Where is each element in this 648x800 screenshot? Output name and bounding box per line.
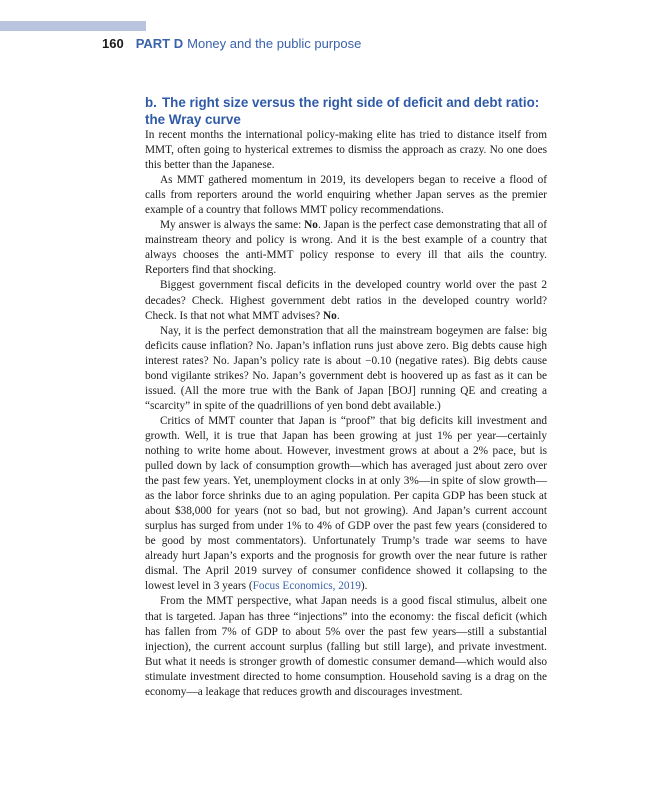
section-title: The right size versus the right side of deficit and debt ratio: the Wray curve	[145, 95, 540, 127]
paragraph	[145, 278, 547, 323]
paragraph	[145, 414, 547, 595]
part-label: PART D	[135, 36, 184, 51]
paragraph	[145, 218, 547, 278]
text-run: In recent months the international policy-making elite has tried to distance itself from MMT, often going to hysterical extremes to dismiss the approach as crazy. No one does this better than the Japanese.	[145, 129, 547, 172]
section-heading	[145, 94, 560, 128]
text-run: My answer is always the same:	[160, 219, 305, 232]
citation-link[interactable]: Focus Economics, 2019	[252, 580, 361, 593]
text-run: . Japan is the perfect case demonstrating that all of mainstream theory and policy is wrong. And it is the best example of a country that always chooses the anti-MMT policy response to every ill that ails the country. Reporters find that shocking.	[145, 219, 547, 277]
part-title: Money and the public purpose	[187, 36, 362, 51]
paragraph	[145, 173, 547, 218]
paragraph	[145, 128, 547, 173]
emphasis: No	[304, 219, 318, 232]
text-run: .	[336, 309, 340, 322]
text-run: Nay, it is the perfect demonstration that all the mainstream bogeymen are false: big deficits cause inflation? No. Japan’s inflation runs just above zero. Big debts cause high interest rates? No. Japan’s policy rate is about −0.10 (negative rates). Big debts cause bond vigilante strikes? No. Japan’s government debt is hoovered up as fast as it can be issued. (All the more true with the Bank of Japan [BOJ] running QE and creating a “scarcity” in spite of the quadrillions of yen bond debt available.)	[145, 324, 547, 412]
body-text	[145, 128, 547, 700]
page-number: 160	[102, 36, 124, 51]
section-letter: b.	[145, 95, 157, 110]
text-run: Critics of MMT counter that Japan is “proof” that big deficits kill investment and growth. Well, it is true that Japan has been growing at just 1% per year—certainly nothing to write home about. However, investment grows at about a 2% pace, but is pulled down by lack of consumption growth—which has averaged just about zero over the past few years. Yet, unemployment clocks in at only 3%—in spite of slow growth—as the labor force shrinks due to an aging population. Per capita GDP has been stuck at about $38,000 for years (not so bad, but not growing). And Japan’s current account surplus has surged from under 1% to 4% of GDP over the past few years (considered to be good by most commentators). Unfortunately Trump’s trade war seems to have already hurt Japan’s exports and the prognosis for growth over the near future is rather dismal. The April 2019 survey of consumer confidence showed it collapsing to the lowest level in 3 years (	[145, 414, 547, 593]
paragraph	[145, 324, 547, 414]
header-accent-bar	[0, 21, 146, 31]
running-head	[102, 35, 361, 52]
text-run: ).	[360, 580, 368, 593]
paragraph	[145, 594, 547, 699]
emphasis: No	[323, 309, 337, 322]
text-run: Biggest government fiscal deficits in the developed country world over the past 2 decades? Check. Highest government debt ratios in the developed country world? Check. Is that not what MMT advises?	[145, 279, 547, 322]
text-run: From the MMT perspective, what Japan needs is a good fiscal stimulus, albeit one that is targeted. Japan has three “injections” into the economy: the fiscal deficit (which has fallen from 7% of GDP to about 5% over the past few years—still a substantial injection), the current account surplus (falling but still large), and private investment. But what it needs is stronger growth of domestic consumer demand—which would also stimulate investment directed to home consumption. Household saving is a drag on the economy—a leakage that reduces growth and discourages investment.	[145, 595, 547, 698]
text-run: As MMT gathered momentum in 2019, its developers began to receive a flood of calls from reporters around the world enquiring whether Japan serves as the premier example of a country that follows MMT policy recommendations.	[145, 174, 547, 217]
